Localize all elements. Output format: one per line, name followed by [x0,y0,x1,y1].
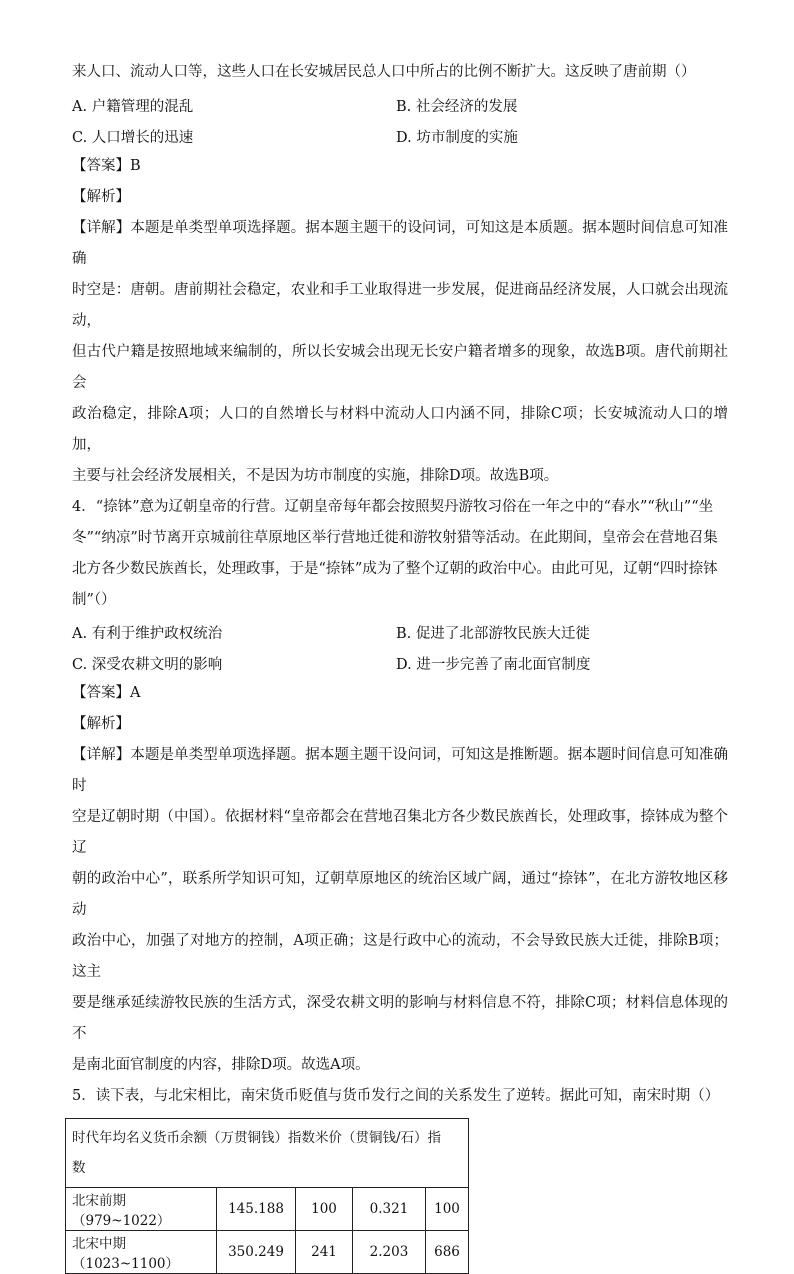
table-cell-period: 北宋中期（1023~1100） [66,1231,217,1274]
table-cell: 2.203 [353,1231,426,1274]
q4-stem [72,492,728,616]
q3-option-d: D. 坊市制度的实施 [396,130,518,146]
table-cell: 241 [296,1231,353,1274]
q4-options-row-2 [72,647,728,678]
q4-stem-line: 北方各少数民族酋长，处理政事，于是“捺钵”成为了整个辽朝的政治中心。由此可见，辽朝“四时捺钵 [72,561,718,577]
table-header-row [66,1119,469,1188]
q4-options-row-1 [72,616,728,647]
table-cell: 145.188 [217,1188,296,1231]
q4-detail-line: 【详解】本题是单类型单项选择题。据本题主题干设问词，可知这是推断题。据本题时间信息可知准确时 [72,747,728,794]
q4-detail-line: 空是辽朝时期（中国）。依据材料“皇帝都会在营地召集北方各少数民族酋长，处理政事，捺钵成为整个辽 [72,809,728,856]
q4-detail-line: 要是继承延续游牧民族的生活方式，深受农耕文明的影响与材料信息不符，排除C项；材料信息体现的不 [72,995,728,1042]
table-cell: 0.321 [353,1188,426,1231]
q4-option-d: D. 进一步完善了南北面官制度 [396,657,591,673]
q4-option-a: A. 有利于维护政权统治 [72,626,223,642]
table-row [66,1188,469,1231]
q3-stem-tail: 来人口、流动人口等，这些人口在长安城居民总人口中所占的比例不断扩大。这反映了唐前期（） [72,64,696,80]
q4-stem-line: 4．“捺钵”意为辽朝皇帝的行营。辽朝皇帝每年都会按照契丹游牧习俗在一年之中的“春水”“秋山”“坐 [72,499,714,515]
table-header-cell [66,1119,469,1188]
table-cell: 350.249 [217,1231,296,1274]
table-row [66,1231,469,1274]
q3-detail-line: 政治稳定，排除A项；人口的自然增长与材料中流动人口内涵不同，排除C项；长安城流动人口的增加， [72,406,728,453]
q3-detail-line: 【详解】本题是单类型单项选择题。据本题主题干的设问词，可知这是本质题。据本题时间信息可知准确 [72,220,728,267]
table-header-line: 时代年均名义货币余额（万贯铜钱）指数米价（贯铜钱/石）指 [72,1130,442,1146]
q3-detail-line: 时空是：唐朝。唐前期社会稳定，农业和手工业取得进一步发展，促进商品经济发展，人口就会出现流动， [72,282,728,329]
q3-detail-line: 但古代户籍是按照地域来编制的，所以长安城会出现无长安户籍者增多的现象，故选B项。唐代前期社会 [72,344,728,391]
q3-analysis-label: 【解析】 [72,189,130,205]
document-page [72,62,728,1274]
q3-answer: 【答案】B [72,158,141,174]
q4-option-c: C. 深受农耕文明的影响 [72,657,223,673]
q3-detail-line: 主要与社会经济发展相关，不是因为坊市制度的实施，排除D项。故选B项。 [72,468,559,484]
q4-detail-line: 是南北面官制度的内容，排除D项。故选A项。 [72,1057,370,1073]
q4-stem-line: 制”（） [72,592,116,608]
table-header-line: 数 [72,1160,86,1176]
q4-option-b: B. 促进了北部游牧民族大迁徙 [396,626,590,642]
q3-options-row-1 [72,89,728,120]
q3-option-c: C. 人口增长的迅速 [72,130,194,146]
q4-detail [72,740,728,1081]
table-cell: 100 [426,1188,469,1231]
q3-detail [72,213,728,492]
q5-data-table [65,1118,469,1274]
q4-stem-line: 冬”“纳凉”时节离开京城前往草原地区举行营地迁徙和游牧射猎等活动。在此期间，皇帝会在营地召集 [72,530,718,546]
q3-options-row-2 [72,120,728,151]
q5-stem: 5．读下表，与北宋相比，南宋货币贬值与货币发行之间的关系发生了逆转。据此可知，南宋时期（） [72,1088,720,1104]
q4-analysis-label: 【解析】 [72,716,130,732]
q4-answer: 【答案】A [72,685,141,701]
table-cell: 100 [296,1188,353,1231]
q3-option-a: A. 户籍管理的混乱 [72,99,194,115]
table-cell: 686 [426,1231,469,1274]
q4-detail-line: 政治中心，加强了对地方的控制，A项正确；这是行政中心的流动，不会导致民族大迁徙，排除B项；这主 [72,933,728,980]
q3-option-b: B. 社会经济的发展 [396,99,518,115]
table-cell-period: 北宋前期（979~1022） [66,1188,217,1231]
q4-detail-line: 朝的政治中心”，联系所学知识可知，辽朝草原地区的统治区域广阔，通过“捺钵”，在北方游牧地区移动 [72,871,728,918]
